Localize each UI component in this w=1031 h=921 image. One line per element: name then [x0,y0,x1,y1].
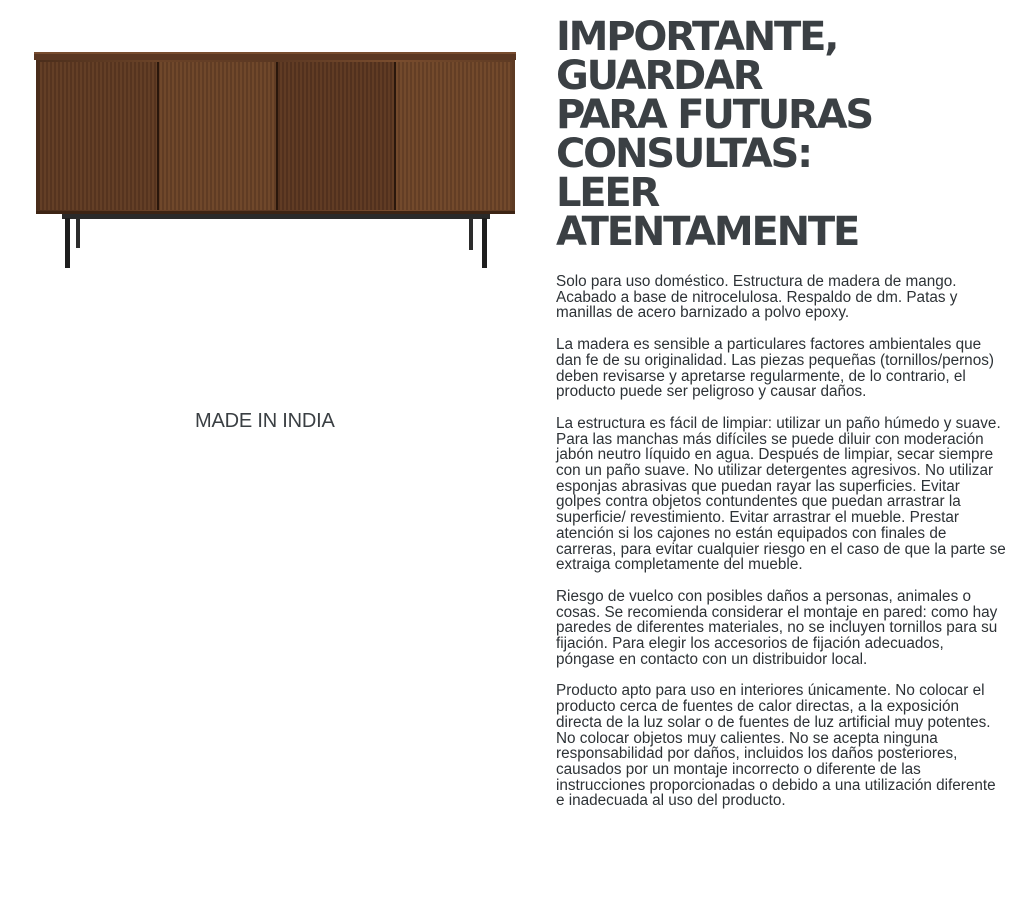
heading-line: LEER [556,170,659,216]
heading-line: CONSULTAS: [556,131,811,177]
paragraph-indoor-use: Producto apto para uso en interiores únicamente. No colocar el producto cerca de fuentes de calor directas, a la exposición directa de la luz solar o de fuentes de luz artificial muy potentes. No colocar objetos muy calientes. No se acepta ninguna responsabilidad por daños, incluidos los daños posteriores, causados por un montaje incorrecto o diferente de las instrucciones proporcionadas o debido a una utilización diferente e inadecuada al uso del producto. [556,682,996,810]
heading-line: IMPORTANTE, [556,14,838,60]
heading-line: GUARDAR [556,53,762,99]
heading-line: PARA FUTURAS [556,92,873,138]
paragraph-wood-care: La madera es sensible a particulares factores ambientales que dan fe de su originalidad. Las piezas pequeñas (tornillos/pernos) deben revisarse y apretarse regularmente, de lo contrario, el producto puede ser peligroso y causar daños. [556,336,994,401]
instructions-panel [556,14,1006,825]
sideboard-frame [62,214,490,219]
instructions-body [556,274,1006,809]
instructions-heading [556,14,1006,255]
sideboard-legs [65,218,487,268]
heading-line: ATENTAMENTE [556,209,859,255]
origin-label: MADE IN INDIA [195,410,335,432]
paragraph-tip-over-risk: Riesgo de vuelco con posibles daños a personas, animales o cosas. Se recomienda considerar el montaje en pared: como hay paredes de diferentes materiales, no se incluyen tornillos para su fijación. Para elegir los accesorios de fijación adecuados, póngase en contacto con un distribuidor local. [556,587,998,668]
sideboard-illustration [34,48,518,270]
paragraph-cleaning: La estructura es fácil de limpiar: utilizar un paño húmedo y suave. Para las manchas más difíciles se puede diluir con moderación jabón neutro líquido en agua. Después de limpiar, secar siempre con un paño suave. No utilizar detergentes agresivos. No utilizar esponjas abrasivas que puedan rayar las superficies. Evitar golpes contra objetos contundentes que puedan arrastrar la superficie/ revestimiento. Evitar arrastrar el mueble. Prestar atención si los cajones no están equipados con finales de carreras, para evitar cualquier riesgo en el caso de que la parte se extraiga completamente del mueble. [556,414,1006,574]
paragraph-usage: Solo para uso doméstico. Estructura de madera de mango. Acabado a base de nitrocelulosa. Respaldo de dm. Patas y manillas de acero barnizado a polvo epoxy. [556,273,958,322]
